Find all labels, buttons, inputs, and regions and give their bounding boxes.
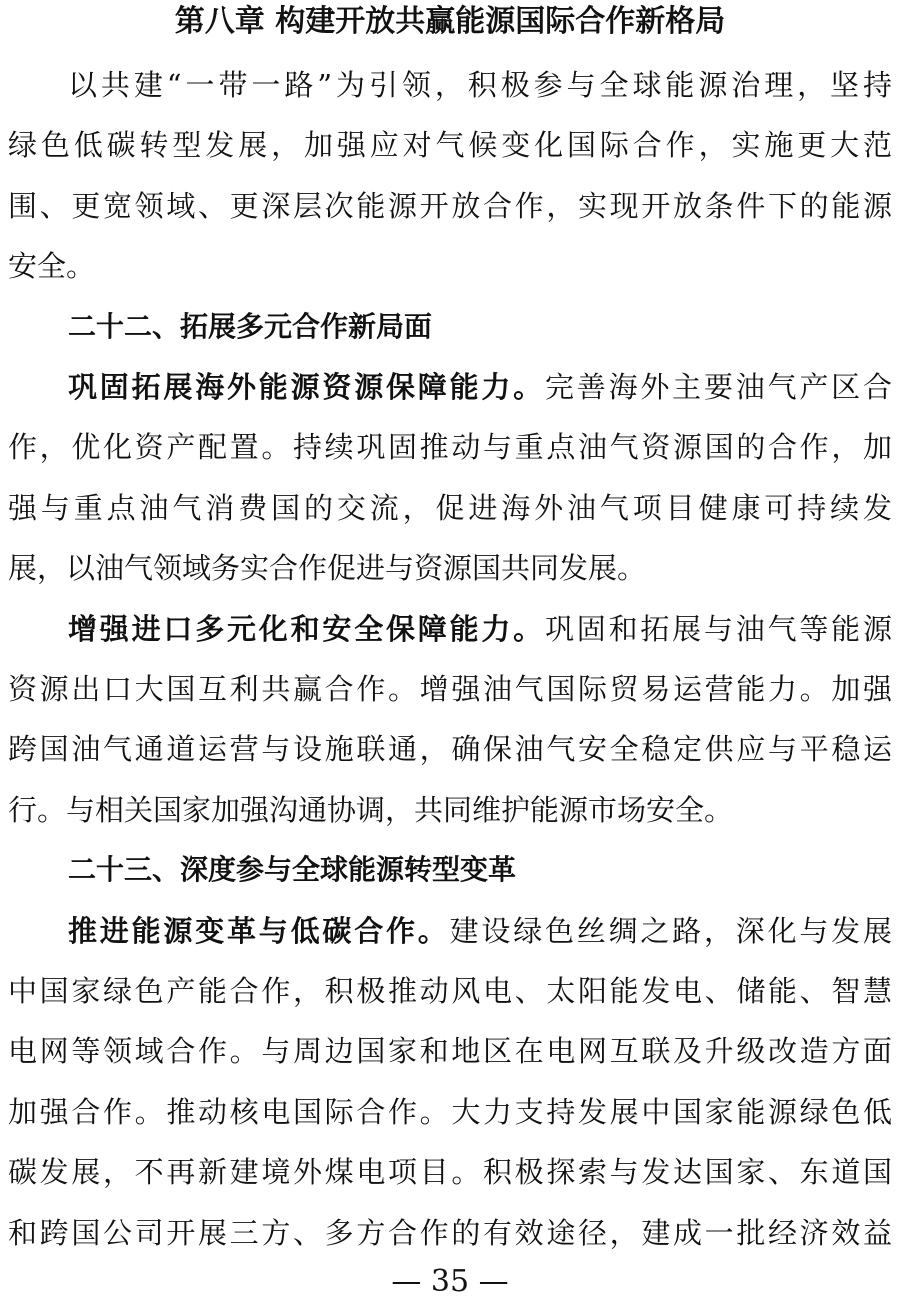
- text-line: [8, 788, 892, 832]
- text-line: [8, 486, 892, 530]
- line-text: 作，优化资产配置。持续巩固推动与重点油气资源国的合作，加: [8, 430, 892, 465]
- line-text: 以共建“一带一路”为引领，积极参与全球能源治理，坚持: [68, 68, 892, 102]
- section-heading: [68, 305, 892, 349]
- paragraph-lead: 推进能源变革与低碳合作。: [68, 913, 450, 948]
- line-text: 碳发展，不再新建境外煤电项目。积极探索与发达国家、东道国: [8, 1155, 892, 1190]
- paragraph-lead: 巩固拓展海外能源资源保障能力。: [68, 370, 545, 404]
- line-text: 安全。: [8, 249, 96, 284]
- text-line: [8, 1150, 892, 1194]
- line-text: 资源出口大国互利共赢合作。增强油气国际贸易运营能力。加强: [8, 672, 892, 706]
- page-number: — 35 —: [391, 1264, 509, 1299]
- line-text: 电网等领域合作。与周边国家和地区在电网互联及升级改造方面: [8, 1034, 892, 1069]
- line-text: 跨国油气通道运营与设施联通，确保油气安全稳定供应与平稳运: [8, 732, 892, 767]
- line-text: 行。与相关国家加强沟通协调，共同维护能源市场安全。: [8, 792, 734, 827]
- paragraph-lead: 增强进口多元化和安全保障能力。: [68, 611, 545, 646]
- text-line: [8, 123, 892, 167]
- text-line: [8, 184, 892, 228]
- text-line: [8, 1029, 892, 1073]
- text-line: [8, 1090, 892, 1134]
- line-text: 巩固和拓展与油气等能源: [544, 611, 892, 646]
- chapter-title: 第八章 构建开放共赢能源国际合作新格局: [174, 4, 726, 39]
- line-text: 围、更宽领域、更深层次能源开放合作，实现开放条件下的能源: [8, 188, 892, 223]
- text-line: [8, 667, 892, 711]
- line-text: 绿色低碳转型发展，加强应对气候变化国际合作，实施更大范: [8, 128, 892, 163]
- text-line: [8, 1211, 892, 1255]
- line-text: 展，以油气领域务实合作促进与资源国共同发展。: [8, 551, 647, 586]
- text-line: [68, 909, 892, 953]
- line-text: 强与重点油气消费国的交流，促进海外油气项目健康可持续发: [8, 490, 892, 525]
- text-line: [8, 425, 892, 469]
- line-text: 二十三、深度参与全球能源转型变革: [68, 853, 517, 887]
- text-line: [68, 63, 892, 107]
- line-text: 和跨国公司开展三方、多方合作的有效途径，建成一批经济效益: [8, 1215, 892, 1250]
- line-text: 加强合作。推动核电国际合作。大力支持发展中国家能源绿色低: [8, 1094, 892, 1129]
- line-text: 二十二、拓展多元合作新局面: [68, 309, 433, 343]
- text-line: [68, 365, 892, 409]
- text-line: [8, 727, 892, 771]
- text-line: [8, 546, 892, 590]
- text-line: [8, 969, 892, 1013]
- line-text: 完善海外主要油气产区合: [544, 370, 892, 404]
- text-line: [68, 607, 892, 651]
- text-line: [8, 244, 892, 288]
- line-text: 建设绿色丝绸之路，深化与发展: [449, 913, 892, 948]
- section-heading: [68, 848, 892, 892]
- line-text: 中国家绿色产能合作，积极推动风电、太阳能发电、储能、智慧: [8, 974, 892, 1008]
